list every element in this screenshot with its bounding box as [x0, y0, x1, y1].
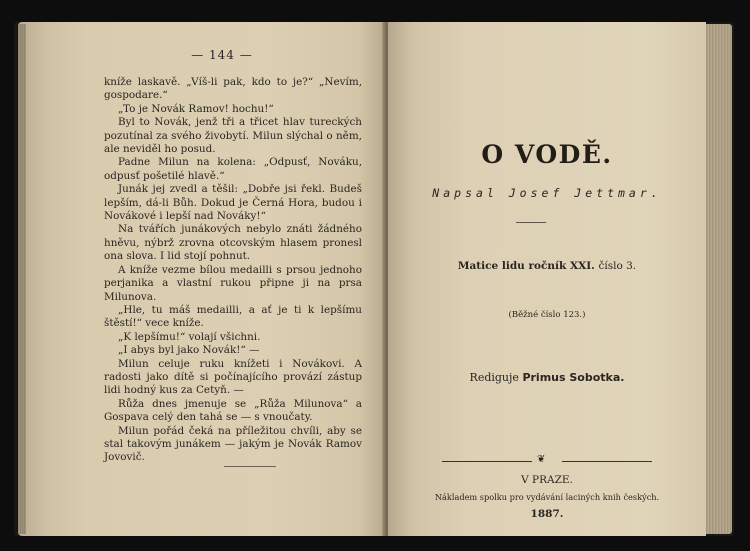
text-line: A kníže vezme bílou medailli s prsou jednoho perjanika a vlastní rukou připne ji na prsa Milunova.	[104, 263, 362, 303]
text-line: Růža dnes jmenuje se „Růža Milunova“ a Gospava celý den tahá se — s vnoučaty.	[104, 397, 362, 424]
page-number: — 144 —	[191, 48, 253, 62]
title-divider	[516, 222, 546, 223]
story-text	[104, 76, 362, 465]
text-line: Na tvářích junákových nebylo znáti žádného hněvu, nýbrž zrovna otcovským hlasem pronesl ona slova. I lid stojí pohnut.	[104, 223, 362, 263]
publisher-line: Nákladem spolku pro vydávání laciných knih českých.	[434, 492, 660, 502]
editor-prefix: Rediguje	[469, 371, 519, 384]
end-rule	[224, 466, 276, 467]
right-page	[388, 22, 706, 536]
ornament-line-left	[442, 461, 532, 462]
text-line: Padne Milun na kolena: „Odpusť, Nováku, odpusť pošetilé hlavě.“	[104, 156, 362, 182]
text-line: Byl to Novák, jenž tři a třicet hlav tureckých pozutínal za svého živobytí. Milun slýchal o něm, ale neviděl ho posud.	[104, 116, 362, 156]
author-line: Napsal Josef Jettmar.	[432, 186, 662, 200]
publication-place: V PRAZE.	[521, 474, 573, 486]
text-line: Milun celuje ruku knížeti i Novákovi. A radosti jako dítě si počínajícího provází zástup lidi hodný kus za Cetyň. —	[104, 357, 362, 397]
left-page-edges	[18, 24, 26, 534]
ornament-line-right	[562, 461, 652, 462]
text-line: kníže laskavě. „Víš-li pak, kdo to je?“ „Nevím, gospodare.“	[104, 76, 362, 102]
text-line: „I abys byl jako Novák!“ —	[118, 344, 260, 357]
open-book	[14, 22, 734, 536]
text-line: Junák jej zvedl a těšil: „Dobře jsi řekl. Budeš lepším, dá-li Bůh. Dokud je Černá Hora, budou i Novákové i lepší nad Nováky!“	[104, 183, 362, 223]
serial-number: (Běžné číslo 123.)	[508, 310, 586, 320]
text-line: „To je Novák Ramov! hochu!“	[118, 102, 274, 115]
editor-name: Primus Sobotka.	[522, 371, 625, 384]
page-edges	[706, 24, 732, 534]
book-title: O VODĚ.	[481, 140, 613, 169]
ornament-icon: ❦	[537, 454, 546, 465]
series-prefix: Matice lidu ročník XXI.	[457, 260, 595, 272]
text-line: „K lepšímu!“ volají všichni.	[118, 330, 261, 343]
series-issue: číslo 3.	[598, 260, 637, 272]
left-page	[18, 22, 386, 536]
series-line	[388, 260, 706, 272]
editor-line	[388, 371, 706, 384]
text-line: „Hle, tu máš medailli, a ať je ti k lepšímu štěstí!“ vece kníže.	[104, 303, 362, 330]
publication-year: 1887.	[530, 508, 564, 520]
text-line: Milun pořád čeká na příležitou chvíli, aby se stal takovým junákem — jakým je Novák Ramov Jovovič.	[104, 424, 362, 464]
ornament-rule	[442, 456, 652, 466]
